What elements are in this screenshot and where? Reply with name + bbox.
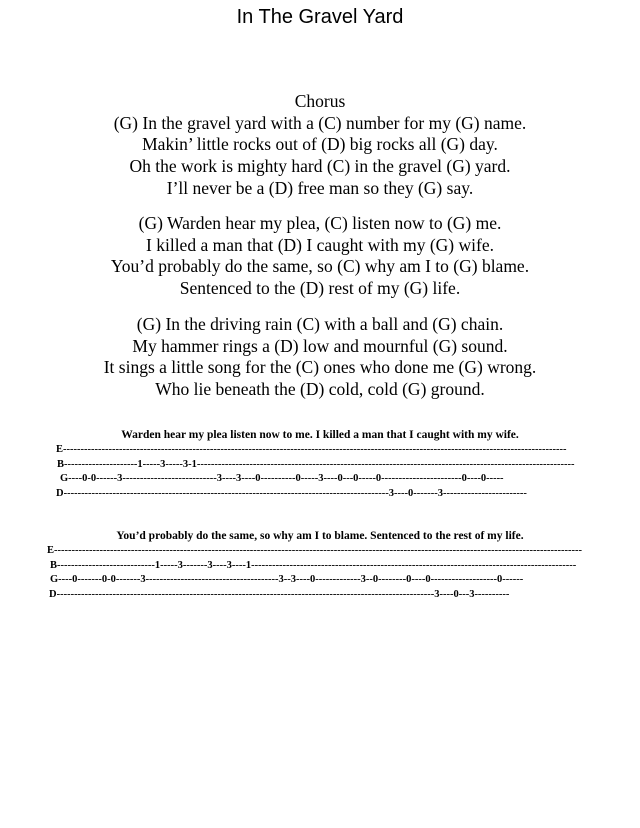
verse-1-section	[0, 213, 640, 300]
tab-2-caption: You’d probably do the same, so why am I to blame. Sentenced to the rest of my life.	[116, 530, 524, 542]
verse-line: I killed a man that (D) I caught with my (G) wife.	[146, 234, 494, 255]
tab-string-g: G----0-0------3---------------------------3----3----0----------0-----3----0---0-----0-----------------------0----0-----	[60, 473, 504, 484]
verse-line: (G) In the driving rain (C) with a ball and (G) chain.	[136, 314, 504, 334]
verse-2-section	[0, 314, 640, 401]
tab-string-b: B---------------------1-----3-----3-1------------------------------------------------------------------------------------------------------------	[57, 458, 575, 470]
tab-1-caption: Warden hear my plea listen now to me. I killed a man that I caught with my wife.	[121, 429, 519, 441]
tablature-2	[0, 544, 640, 602]
tab-string-e: E------------------------------------------------------------------------------------------------------------------------------------------------	[56, 444, 567, 455]
verse-line: My hammer rings a (D) low and mournful (G) sound.	[132, 335, 508, 356]
chorus-line: I’ll never be a (D) free man so they (G) say.	[166, 177, 474, 198]
verse-line: Who lie beneath the (D) cold, cold (G) ground.	[155, 379, 485, 400]
tab-string-d: D---------------------------------------------------------------------------------------------3----0-------3------------------------	[56, 487, 527, 499]
verse-line: Sentenced to the (D) rest of my (G) life.	[179, 278, 461, 299]
tab-string-b: B----------------------------1-----3-------3----3----1---------------------------------------------------------------------------------------------	[50, 559, 577, 571]
chorus-heading: Chorus	[294, 91, 346, 111]
chorus-section	[0, 91, 640, 200]
verse-line: (G) Warden hear my plea, (C) listen now to (G) me.	[138, 213, 502, 233]
chorus-line: Oh the work is mighty hard (C) in the gravel (G) yard.	[129, 156, 511, 177]
chorus-line: (G) In the gravel yard with a (C) number for my (G) name.	[113, 112, 527, 133]
tab-string-d: D------------------------------------------------------------------------------------------------------------3----0---3----------	[49, 588, 510, 600]
tab-string-e: E-------------------------------------------------------------------------------------------------------------------------------------------------------	[47, 545, 582, 556]
verse-line: You’d probably do the same, so (C) why am I to (G) blame.	[110, 256, 530, 277]
tablature-1	[0, 443, 640, 501]
song-title: In The Gravel Yard	[236, 6, 404, 28]
chorus-line: Makin’ little rocks out of (D) big rocks all (G) day.	[142, 134, 498, 155]
tab-string-g: G----0-------0-0-------3--------------------------------------3--3----0-------------3--0--------0----0-------------------0------	[50, 574, 524, 585]
verse-line: It sings a little song for the (C) ones who done me (G) wrong.	[103, 357, 537, 378]
